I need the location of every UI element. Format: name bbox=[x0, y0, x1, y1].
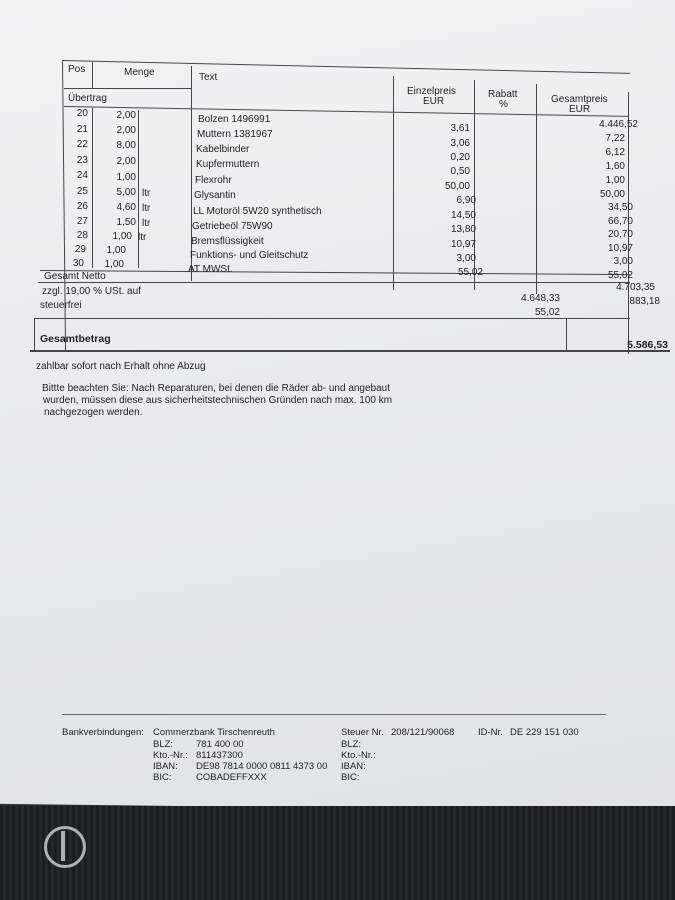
row-menge: 1,00 bbox=[112, 231, 132, 242]
row-menge: 4,60 bbox=[116, 202, 136, 213]
row-gesamt: 20,70 bbox=[607, 229, 633, 240]
idnr-label: ID-Nr. bbox=[478, 727, 503, 738]
header-einzelpreis: Einzelpreis bbox=[407, 86, 456, 97]
row-menge: 2,00 bbox=[116, 110, 136, 121]
bic-value: COBADEFFXXX bbox=[196, 772, 267, 783]
payment-note: zahlbar sofort nach Erhalt ohne Abzug bbox=[36, 361, 206, 372]
row-menge: 8,00 bbox=[116, 140, 136, 151]
bic2-label: BIC: bbox=[341, 772, 360, 783]
row-einzel: 6,90 bbox=[456, 195, 476, 206]
row-einzel: 0,20 bbox=[450, 152, 470, 163]
row-pos: 20 bbox=[76, 108, 88, 119]
row-unit: ltr bbox=[142, 188, 151, 199]
row-pos: 30 bbox=[72, 258, 84, 269]
steuer-label: Steuer Nr. bbox=[341, 727, 384, 738]
blz-value: 781 400 00 bbox=[196, 739, 244, 750]
invoice-table bbox=[0, 0, 675, 360]
iban-label: IBAN: bbox=[153, 761, 178, 772]
row-gesamt: 1,00 bbox=[605, 175, 625, 186]
gesamtbetrag-label: Gesamtbetrag bbox=[40, 333, 111, 345]
row-text: Flexrohr bbox=[195, 175, 232, 186]
row-menge: 2,00 bbox=[116, 156, 136, 167]
header-rabatt: Rabatt bbox=[488, 89, 518, 100]
row-menge: 1,00 bbox=[104, 259, 124, 270]
idnr-value: DE 229 151 030 bbox=[510, 727, 579, 738]
row-text: AT MWSt. bbox=[188, 264, 233, 275]
netto-value: 4.703,35 bbox=[616, 282, 655, 293]
row-pos: 21 bbox=[76, 124, 88, 135]
row-unit: ltr bbox=[138, 232, 147, 243]
row-einzel: 3,00 bbox=[456, 253, 476, 264]
row-pos: 27 bbox=[76, 216, 88, 227]
uebertrag-label: Übertrag bbox=[68, 93, 107, 104]
row-pos: 22 bbox=[76, 139, 88, 150]
row-text: Getriebeöl 75W90 bbox=[192, 221, 273, 232]
header-rabatt-unit: % bbox=[499, 99, 508, 110]
header-pos: Pos bbox=[68, 64, 86, 75]
bank-label: Bankverbindungen: bbox=[62, 727, 144, 738]
row-menge: 1,00 bbox=[106, 245, 126, 256]
kto-label: Kto.-Nr.: bbox=[153, 750, 188, 761]
row-menge: 1,50 bbox=[116, 217, 136, 228]
header-text: Text bbox=[199, 72, 218, 83]
watermark-logo-icon bbox=[44, 826, 86, 868]
row-text: Kupfermuttern bbox=[196, 159, 260, 170]
row-gesamt: 1,60 bbox=[605, 161, 625, 172]
row-pos: 23 bbox=[76, 155, 88, 166]
row-einzel: 0,50 bbox=[450, 166, 470, 177]
row-pos: 24 bbox=[76, 170, 88, 181]
car-seat-background bbox=[0, 806, 675, 900]
row-text: Funktions- und Gleitschutz bbox=[190, 250, 309, 261]
blz2-label: BLZ: bbox=[341, 739, 362, 750]
ust-value: 883,18 bbox=[629, 296, 660, 307]
row-pos: 25 bbox=[76, 186, 88, 197]
bic-label: BIC: bbox=[153, 772, 172, 783]
row-unit: ltr bbox=[142, 218, 151, 229]
row-gesamt: 10,97 bbox=[607, 243, 633, 254]
row-gesamt: 3,00 bbox=[613, 256, 633, 267]
header-gesamtpreis-unit: EUR bbox=[569, 104, 591, 115]
row-text: Glysantin bbox=[194, 190, 236, 201]
row-menge: 5,00 bbox=[116, 187, 136, 198]
row-einzel: 14,50 bbox=[450, 210, 476, 221]
row-gesamt: 50,00 bbox=[599, 189, 625, 200]
row-text: LL Motoröl 5W20 synthetisch bbox=[193, 206, 322, 217]
steuerfrei-label: steuerfrei bbox=[40, 300, 82, 311]
header-einzelpreis-unit: EUR bbox=[423, 96, 445, 107]
netto-label: Gesamt Netto bbox=[44, 271, 106, 282]
row-gesamt-extra: 55,02 bbox=[607, 270, 633, 281]
row-pos: 29 bbox=[74, 244, 86, 255]
row-einzel: 10,97 bbox=[450, 239, 476, 250]
row-einzel-extra: 55,02 bbox=[457, 267, 483, 278]
header-gesamtpreis: Gesamtpreis bbox=[551, 94, 608, 105]
row-text: Muttern 1381967 bbox=[197, 129, 273, 140]
iban-value: DE98 7814 0000 0811 4373 00 bbox=[196, 761, 328, 772]
gesamtbetrag-value: 5.586,53 bbox=[627, 339, 668, 351]
note-line-1: Bittte beachten Sie: Nach Reparaturen, bei denen die Räder ab- und angebaut bbox=[42, 383, 391, 394]
row-einzel: 13,80 bbox=[450, 224, 476, 235]
row-pos: 28 bbox=[76, 230, 88, 241]
steuer-value: 208/121/90068 bbox=[391, 727, 455, 738]
row-pos: 26 bbox=[76, 201, 88, 212]
row-text: Bolzen 1496991 bbox=[198, 114, 271, 125]
row-text: Kabelbinder bbox=[196, 144, 250, 155]
row-einzel: 3,61 bbox=[450, 123, 470, 134]
row-unit: ltr bbox=[142, 203, 151, 214]
blz-label: BLZ: bbox=[153, 739, 174, 750]
row-gesamt: 34,50 bbox=[607, 202, 633, 213]
row-menge: 1,00 bbox=[116, 172, 136, 183]
note-line-3: nachgezogen werden. bbox=[44, 407, 143, 418]
ust-label: zzgl. 19,00 % USt. auf bbox=[42, 286, 141, 297]
bank-name: Commerzbank Tirschenreuth bbox=[153, 727, 275, 738]
kto2-label: Kto.-Nr.: bbox=[341, 750, 376, 761]
row-gesamt: 7,22 bbox=[605, 133, 625, 144]
row-einzel: 3,06 bbox=[450, 138, 470, 149]
steuerfrei-value: 55,02 bbox=[534, 307, 560, 318]
row-gesamt: 6,12 bbox=[605, 147, 625, 158]
kto-value: 811437300 bbox=[196, 750, 243, 761]
ust-base: 4.648,33 bbox=[521, 293, 560, 304]
row-einzel: 50,00 bbox=[444, 181, 470, 192]
row-gesamt: 66,70 bbox=[607, 216, 633, 227]
footer-divider bbox=[62, 714, 606, 715]
uebertrag-value: 4.446,52 bbox=[599, 119, 638, 130]
iban2-label: IBAN: bbox=[341, 761, 366, 772]
header-menge: Menge bbox=[124, 67, 155, 78]
row-menge: 2,00 bbox=[116, 125, 136, 136]
note-line-2: wurden, müssen diese aus sicherheitstechnischen Gründen nach max. 100 km bbox=[43, 395, 393, 406]
row-text: Bremsflüssigkeit bbox=[191, 236, 264, 247]
